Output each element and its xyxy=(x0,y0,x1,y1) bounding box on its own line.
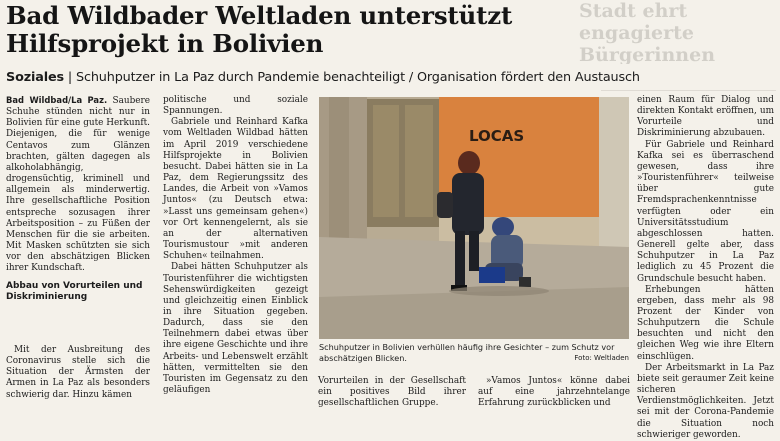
subheading: Abbau von Vorurteilen und Diskriminierung xyxy=(6,280,143,302)
kicker-separator: | xyxy=(63,70,76,85)
paragraph: Bad Wildbad/La Paz. Saubere Schuhe stünden nicht nur in Bolivien für eine gute Herkunft. Diejenigen, die für wenige Centavos zum Glänzen brachten, gälten dagegen als alkoholabhängig, drogensüchtig, kriminell und allgemein als minderwertig. Ihre gesellschaftliche Position entspreche sozusagen ihrer Arbeitsposition – zu Füßen der Menschen für die sie arbeiten. Mit Masken schützten sie sich vor den abschätzigen Blicken ihrer Kundschaft. xyxy=(6,95,150,274)
article-column-1 xyxy=(6,95,150,314)
article-column-1-bottom xyxy=(6,345,150,401)
paragraph: Erhebungen hätten ergeben, dass mehr als 98 Prozent der Kinder von Schuhputzern die Schule besuchten und nicht den gleichen Weg wie ihre Eltern einschlügen. xyxy=(637,284,774,362)
article-column-4 xyxy=(637,95,774,441)
article-subheadline xyxy=(6,70,776,85)
photo-credit: Foto: Weltladen xyxy=(574,354,629,362)
dateline: Bad Wildbad/La Paz. xyxy=(6,95,108,105)
paragraph: Vorurteilen in der Gesellschaft ein positives Bild ihrer gesellschaftlichen Gruppe. xyxy=(318,376,466,409)
article-column-2-bottom xyxy=(318,376,466,409)
shoeshiner-photo xyxy=(319,97,629,339)
paragraph: politische und soziale Spannungen. xyxy=(163,95,308,117)
subheadline-text: Schuhputzer in La Paz durch Pandemie benachteiligt / Organisation fördert den Austausch xyxy=(75,70,640,85)
section-kicker: Soziales xyxy=(6,70,64,85)
article-column-2 xyxy=(163,95,308,396)
paragraph: Für Gabriele und Reinhard Kafka sei es überraschend gewesen, dass ihre »Touristenführer« teilweise über gute Fremdsprachenkenntnisse verfügten oder ein Universitätsstudium abgeschlossen hatten. Generell gelte aber, dass Schuhputzer in La Paz lediglich zu 45 Prozent die Grundschule besucht haben. xyxy=(637,139,774,284)
paragraph: Gabriele und Reinhard Kafka vom Weltladen Wildbad hätten im April 2019 verschiedene Hilfsprojekte in Bolivien besucht. Dabei hätten sie in La Paz, dem Regierungssitz des Landes, die Arbeit von »Vamos Juntos« (zu Deutsch etwa: »Lasst uns gemeinsam gehen«) vor Ort kennengelernt, als sie an der alternativen Tourismustour »mit anderen Schuhen« teilnahmen. xyxy=(163,117,308,262)
photo-caption xyxy=(319,342,629,364)
paragraph: »Vamos Juntos« könne dabei auf eine jahrzehntelange Erfahrung zurückblicken und xyxy=(478,376,630,409)
paragraph: Der Arbeitsmarkt in La Paz biete seit geraumer Zeit keine sicheren Verdienstmöglichkeiten. Jetzt sei mit der Corona-Pandemie die Situation noch schwieriger geworden. xyxy=(637,362,774,440)
paragraph: Dabei hätten Schuhputzer als Touristenführer die wichtigsten Sehenswürdigkeiten gezeigt und gleichzeitig einen Einblick in ihre Situation gegeben. Dadurch, dass sie den Teilnehmern dabei etwas über ihre eigene Geschichte und ihre Arbeits- und Lebenswelt erzählt hätten, vermittelten sie den Touristen im Gegensatz zu den geläufigen xyxy=(163,262,308,396)
caption-text: Schuhputzer in Bolivien verhüllen häufig ihre Gesichter – zum Schutz vor abschätzigen Blicken. xyxy=(319,342,615,363)
article-photo xyxy=(319,97,629,339)
paragraph: Mit der Ausbreitung des Coronavirus stelle sich die Situation der Ärmsten der Armen in La Paz als besonders schwierig dar. Hinzu kämen xyxy=(6,345,150,400)
wall-graffiti: LOCAS xyxy=(469,127,525,145)
paragraph: einen Raum für Dialog und direkten Kontakt eröffnen, um Vorurteile und Diskriminierung abzubauen. xyxy=(637,95,774,139)
article-column-3-bottom xyxy=(478,376,630,409)
neighbor-article-headline: Stadt ehrt engagierte Bürgerinnen xyxy=(579,0,716,64)
article-headline: Bad Wildbader Weltladen unterstützt Hilfsprojekt in Bolivien xyxy=(6,1,513,58)
